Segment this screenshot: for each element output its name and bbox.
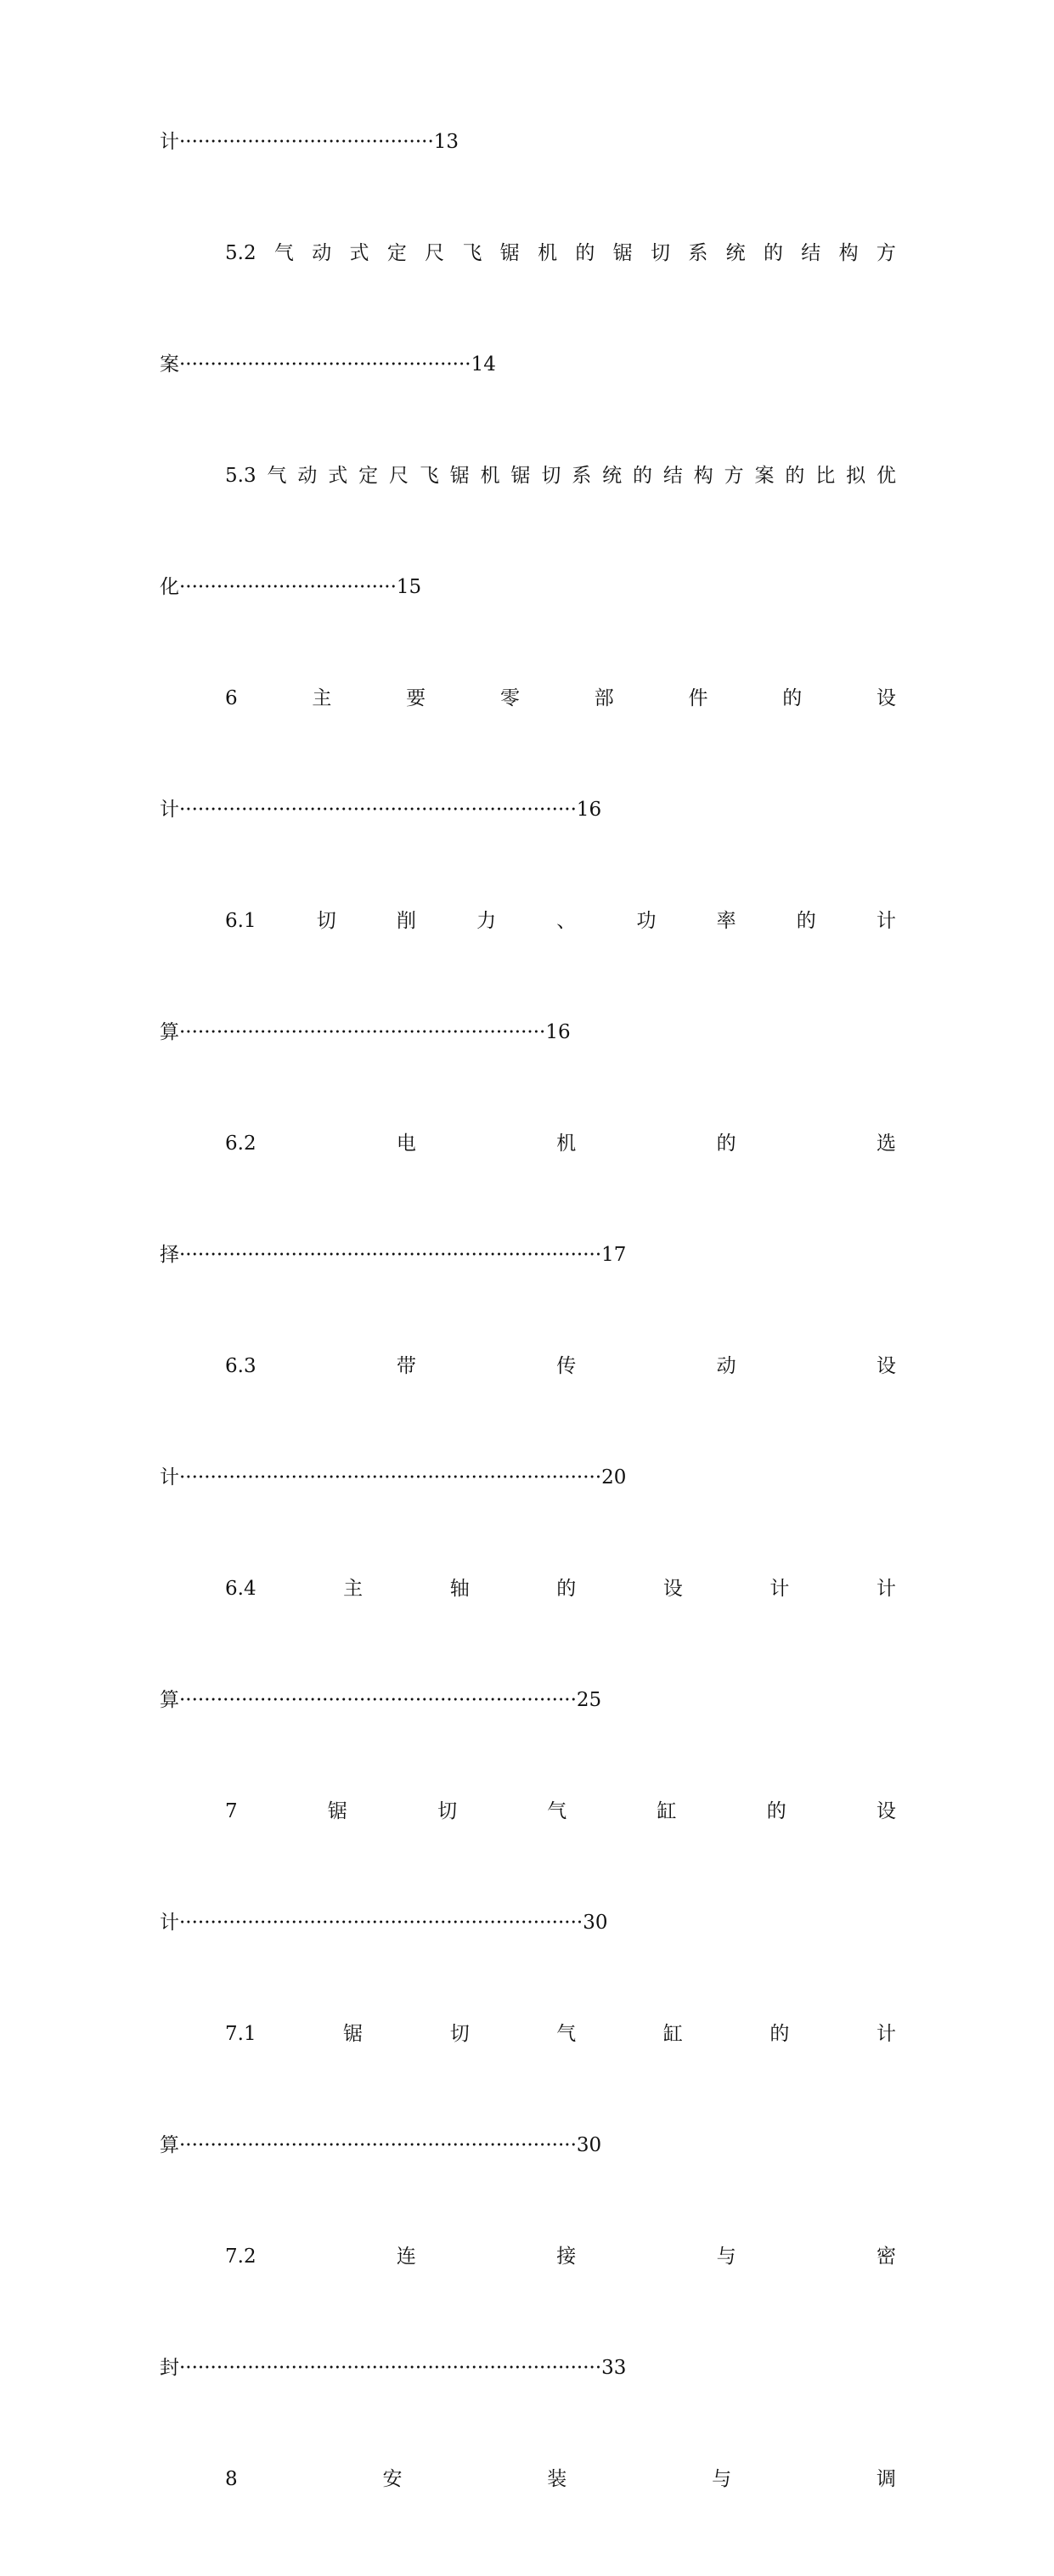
- heading-char: 结: [662, 465, 683, 487]
- heading-char: 飞: [462, 242, 482, 264]
- heading-char: 轴: [449, 1578, 470, 1600]
- heading-char: 气: [547, 1800, 567, 1822]
- heading-char: 定: [386, 242, 407, 264]
- heading-char: 的: [632, 465, 652, 487]
- heading-char: 设: [876, 1800, 896, 1822]
- heading-char: 案: [754, 465, 775, 487]
- heading-char: 设: [662, 1578, 683, 1600]
- heading-char: 零: [499, 687, 520, 709]
- heading-char: 装: [547, 2468, 567, 2490]
- toc-entry-tail: [160, 1908, 896, 2020]
- toc-entry-tail: [160, 1240, 896, 1352]
- heading-char: 力: [476, 910, 497, 932]
- toc-entry-heading: [160, 1352, 896, 1463]
- heading-char: 主: [343, 1578, 364, 1600]
- heading-char: 的: [766, 1800, 786, 1822]
- toc-entry-heading: [160, 907, 896, 1018]
- heading-char: 统: [725, 242, 746, 264]
- heading-char: 统: [602, 465, 623, 487]
- table-of-contents: [160, 127, 896, 2576]
- toc-entry-tail: [160, 1686, 896, 1797]
- section-number: 5.2: [225, 242, 256, 264]
- heading-char: 气: [556, 2023, 577, 2045]
- heading-char: 切: [449, 2023, 470, 2045]
- heading-char: 的: [763, 242, 783, 264]
- section-number: 6.1: [225, 910, 256, 932]
- toc-entry-heading: [160, 239, 896, 350]
- toc-tail-text: 择····································································17: [160, 1244, 627, 1266]
- heading-char: 计: [876, 1578, 896, 1600]
- heading-char: 的: [716, 1133, 736, 1155]
- toc-entry-heading: [160, 1574, 896, 1686]
- heading-char: 设: [876, 1355, 896, 1377]
- heading-char: 传: [556, 1355, 577, 1377]
- heading-char: 切: [541, 465, 561, 487]
- section-number: 6.4: [225, 1578, 256, 1600]
- toc-tail-text: 计·································································30: [160, 1912, 608, 1934]
- toc-entry-tail: [160, 2353, 896, 2465]
- section-number: 5.3: [225, 465, 256, 487]
- toc-entry-heading: [160, 2465, 896, 2576]
- heading-char: 设: [876, 687, 896, 709]
- toc-tail-text: 算···························································16: [160, 1021, 571, 1043]
- heading-char: 定: [358, 465, 379, 487]
- heading-char: 与: [712, 2468, 732, 2490]
- heading-char: 锯: [612, 242, 633, 264]
- toc-entry-tail: [160, 350, 896, 461]
- toc-tail-text: 计·········································13: [160, 131, 459, 153]
- heading-char: 式: [349, 242, 369, 264]
- section-number: 8: [225, 2468, 238, 2490]
- heading-char: 构: [838, 242, 859, 264]
- heading-char: 切: [651, 242, 671, 264]
- heading-char: 动: [716, 1355, 736, 1377]
- toc-entry-heading: [160, 1129, 896, 1240]
- heading-char: 、: [556, 910, 577, 932]
- heading-char: 计: [876, 2023, 896, 2045]
- section-number: 7.1: [225, 2023, 256, 2045]
- heading-char: 选: [876, 1133, 896, 1155]
- heading-char: 动: [297, 465, 318, 487]
- heading-char: 锯: [327, 1800, 347, 1822]
- heading-char: 气: [273, 242, 294, 264]
- toc-entry-tail: [160, 573, 896, 684]
- heading-char: 切: [437, 1800, 458, 1822]
- heading-char: 件: [688, 687, 708, 709]
- heading-char: 系: [688, 242, 708, 264]
- heading-char: 锯: [510, 465, 531, 487]
- heading-char: 尺: [425, 242, 445, 264]
- heading-char: 带: [396, 1355, 416, 1377]
- heading-char: 优: [876, 465, 896, 487]
- heading-char: 缸: [662, 2023, 683, 2045]
- heading-char: 密: [876, 2246, 896, 2268]
- heading-char: 尺: [388, 465, 409, 487]
- toc-tail-text: 计····································································20: [160, 1466, 627, 1489]
- heading-char: 的: [796, 910, 816, 932]
- heading-char: 的: [785, 465, 805, 487]
- heading-char: 方: [724, 465, 744, 487]
- heading-char: 锯: [499, 242, 520, 264]
- heading-char: 式: [328, 465, 348, 487]
- heading-char: 机: [480, 465, 500, 487]
- heading-char: 飞: [419, 465, 439, 487]
- heading-char: 动: [312, 242, 332, 264]
- toc-tail-text: 案···············································14: [160, 353, 496, 376]
- heading-char: 切: [316, 910, 336, 932]
- heading-char: 锯: [449, 465, 470, 487]
- toc-entry-heading: [160, 2242, 896, 2353]
- heading-char: 计: [876, 910, 896, 932]
- section-number: 7: [225, 1800, 238, 1822]
- toc-tail-text: 算································································25: [160, 1689, 602, 1711]
- heading-char: 比: [815, 465, 836, 487]
- toc-entry-tail: [160, 2131, 896, 2242]
- heading-char: 方: [876, 242, 896, 264]
- heading-char: 的: [556, 1578, 577, 1600]
- heading-char: 机: [556, 1133, 577, 1155]
- heading-char: 功: [636, 910, 657, 932]
- heading-char: 部: [594, 687, 614, 709]
- heading-char: 的: [575, 242, 595, 264]
- heading-char: 接: [556, 2246, 577, 2268]
- heading-char: 计: [769, 1578, 790, 1600]
- toc-tail-text: 算································································30: [160, 2134, 602, 2156]
- toc-tail-text: 封····································································33: [160, 2357, 627, 2379]
- heading-char: 系: [572, 465, 592, 487]
- heading-char: 锯: [343, 2023, 364, 2045]
- heading-char: 电: [396, 1133, 416, 1155]
- section-number: 6.3: [225, 1355, 256, 1377]
- toc-tail-text: 化···································15: [160, 576, 422, 598]
- heading-char: 要: [406, 687, 426, 709]
- section-number: 7.2: [225, 2246, 256, 2268]
- heading-char: 构: [693, 465, 713, 487]
- heading-char: 结: [801, 242, 821, 264]
- toc-entry-heading: [160, 684, 896, 795]
- heading-char: 削: [396, 910, 416, 932]
- section-number: 6.2: [225, 1133, 256, 1155]
- section-number: 6: [225, 687, 238, 709]
- heading-char: 调: [876, 2468, 896, 2490]
- toc-entry-heading: [160, 2020, 896, 2131]
- toc-entry-tail: [160, 1018, 896, 1129]
- toc-entry-heading: [160, 461, 896, 573]
- heading-char: 气: [267, 465, 287, 487]
- heading-char: 主: [312, 687, 332, 709]
- heading-char: 拟: [846, 465, 866, 487]
- heading-char: 安: [382, 2468, 403, 2490]
- heading-char: 连: [396, 2246, 416, 2268]
- heading-char: 机: [538, 242, 558, 264]
- toc-entry-heading: [160, 1797, 896, 1908]
- toc-entry-tail: [160, 795, 896, 907]
- toc-entry-tail: [160, 1463, 896, 1574]
- toc-entry-tail: [160, 127, 896, 239]
- toc-tail-text: 计································································16: [160, 799, 602, 821]
- heading-char: 的: [782, 687, 803, 709]
- heading-char: 与: [716, 2246, 736, 2268]
- heading-char: 的: [769, 2023, 790, 2045]
- heading-char: 率: [716, 910, 736, 932]
- heading-char: 缸: [657, 1800, 677, 1822]
